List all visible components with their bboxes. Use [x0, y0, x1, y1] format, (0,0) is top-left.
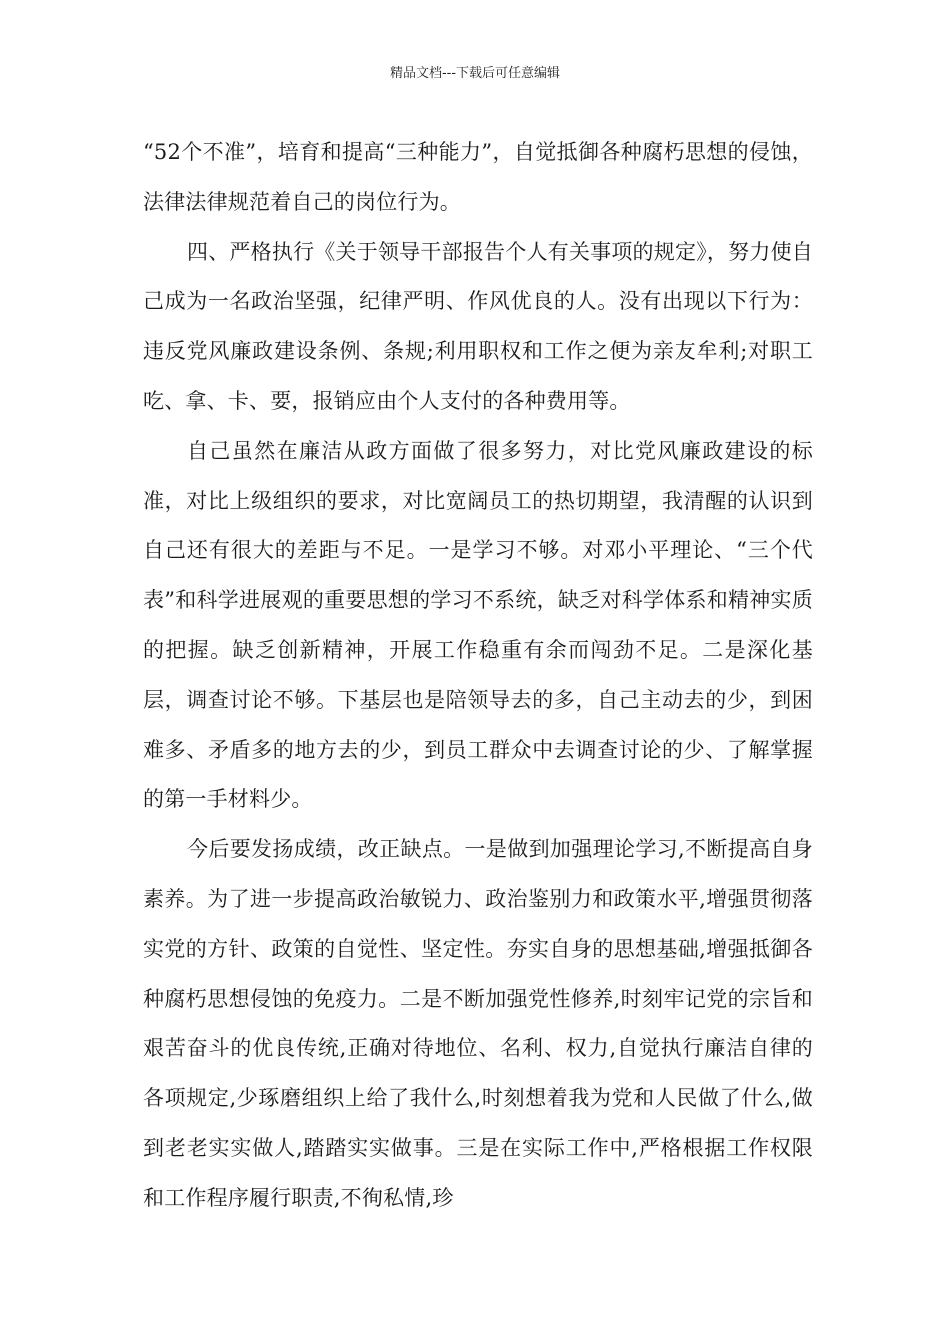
paragraph-3: 自己虽然在廉洁从政方面做了很多努力，对比党风廉政建设的标准，对比上级组织的要求，对比宽阔员工的热切期望，我清醒的认识到自己还有很大的差距与不足。一是学习不够。对邓小平理论、“三个代表”和科学进展观的重要思想的学习不系统，缺乏对科学体系和精神实质的把握。缺乏创新精神，开展工作稳重有余而闯劲不足。二是深化基层，调查讨论不够。下基层也是陪领导去的多，自己主动去的少，到困难多、矛盾多的地方去的少，到员工群众中去调查讨论的少、了解掌握的第一手材料少。 — [143, 438, 813, 812]
page-header: 精品文档---下载后可任意编辑 — [389, 66, 561, 81]
paragraph-2: 四、严格执行《关于领导干部报告个人有关事项的规定》，努力使自己成为一名政治坚强，纪律严明、作风优良的人。没有出现以下行为：违反党风廉政建设条例、条规;利用职权和工作之便为亲友牟利;对职工吃、拿、卡、要，报销应由个人支付的各种费用等。 — [143, 239, 813, 413]
paragraph-4: 今后要发扬成绩，改正缺点。一是做到加强理论学习,不断提高自身素养。为了进一步提高政治敏锐力、政治鉴别力和政策水平,增强贯彻落实党的方针、政策的自觉性、坚定性。夯实自身的思想基础,增强抵御各种腐朽思想侵蚀的免疫力。二是不断加强党性修养,时刻牢记党的宗旨和艰苦奋斗的优良传统,正确对待地位、名利、权力,自觉执行廉洁自律的各项规定,少琢磨组织上给了我什么,时刻想着我为党和人民做了什么,做到老老实实做人,踏踏实实做事。三是在实际工作中,严格根据工作权限和工作程序履行职责,不徇私情,珍 — [143, 837, 813, 1210]
document-body — [143, 128, 813, 1224]
paragraph-1: “52个不准”，培育和提高“三种能力”，自觉抵御各种腐朽思想的侵蚀，法律法律规范着自己的岗位行为。 — [143, 140, 813, 214]
